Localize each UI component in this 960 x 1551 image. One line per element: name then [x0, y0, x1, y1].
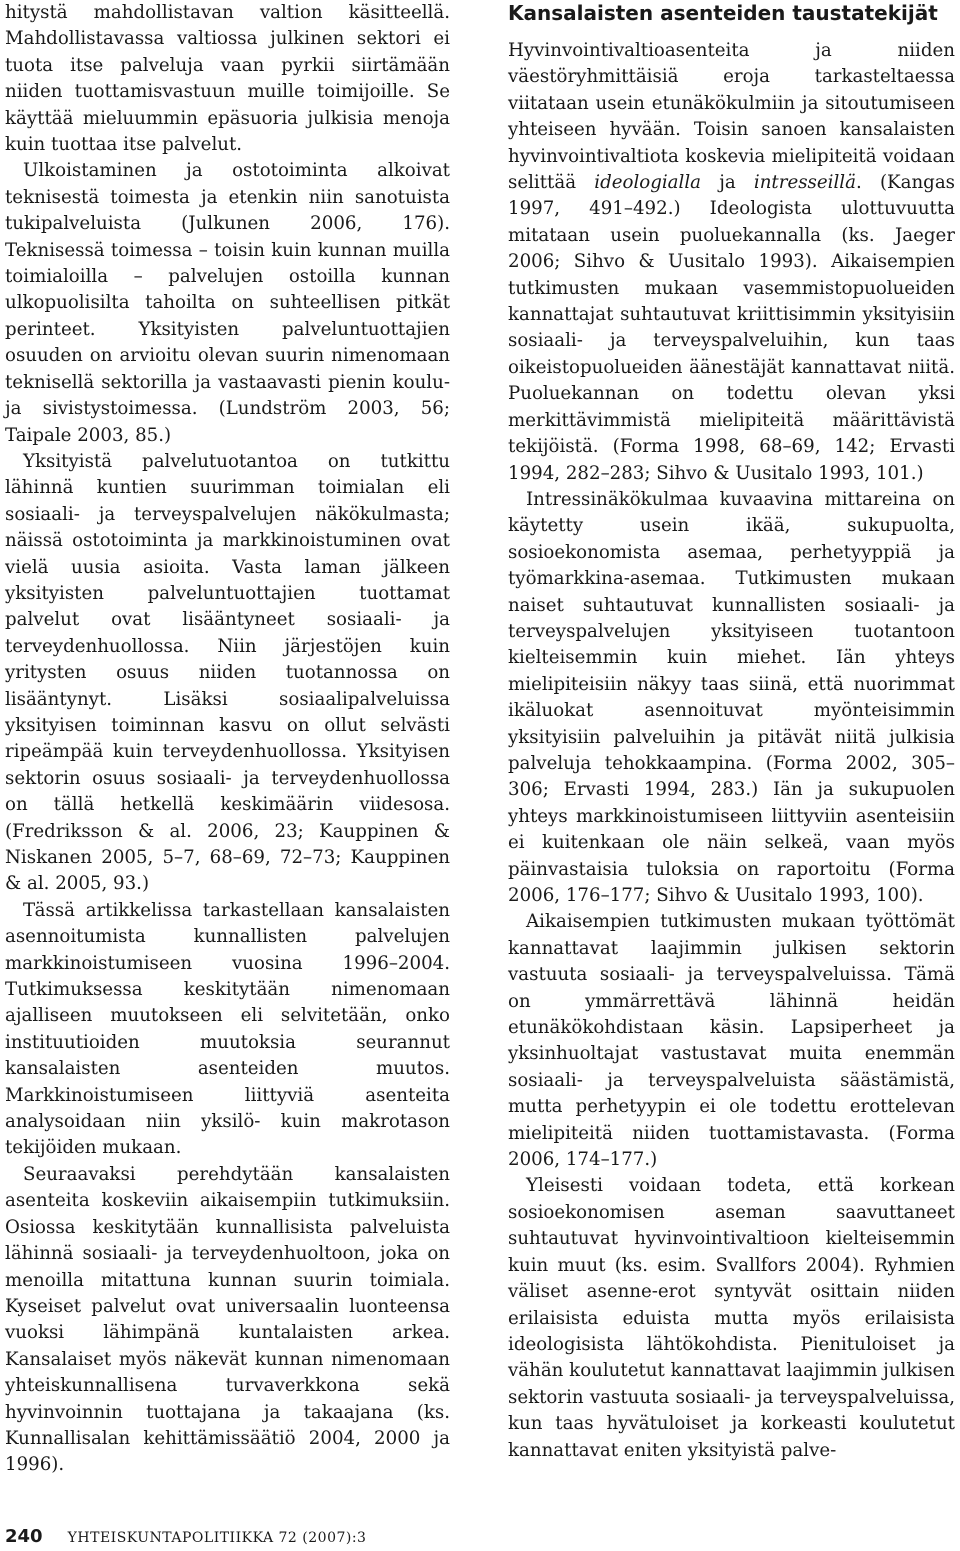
page-number: 240: [5, 1526, 43, 1547]
journal-name: YHTEISKUNTAPOLITIIKKA 72 (2007):3: [67, 1530, 367, 1546]
emphasis-intresseilla: intresseillä: [753, 172, 856, 194]
page-footer: [5, 1526, 366, 1547]
left-paragraph-4: Tässä artikkelissa tarkastellaan kansalaisten asennoitumista kunnallisten palvelujen markkinoistumiseen vuosina 1996–2004. Tutkimuksessa keskitytään nimenomaan ajalliseen muutokseen eli selvitetään, onko instituutioiden muutoksia seurannut kansalaisten asenteiden muutos. Markkinoistumiseen liittyviä asenteita analysoidaan niin yksilö- kuin makrotason tekijöiden mukaan.: [5, 899, 450, 1159]
right-paragraph-1: [508, 38, 955, 487]
right-paragraph-1-text-c: . (Kangas 1997, 491–492.) Ideologista ulottuvuutta mitataan usein puoluekannalla (ks. Jaeger 2006; Sihvo & Uusitalo 1993). Aikaisempien tutkimusten mukaan vasemmistopuolueiden kannattajat suhtautuvat kriittisimmin yksityisiin sosiaali- ja terveyspalveluihin, kun taas oikeistopuolueiden äänestäjät kannattavat niitä. Puoluekannan on todettu olevan yksi merkittävimmistä mielipiteitä määrittävistä tekijöistä. (Forma 1998, 68–69, 142; Ervasti 1994, 282–283; Sihvo & Uusitalo 1993, 101.): [508, 172, 955, 484]
right-paragraph-1-text-b: ja: [700, 172, 754, 194]
right-column: [508, 0, 955, 1464]
right-paragraph-1-text-a: Hyvinvointivaltioasenteita ja niiden väestöryhmittäisiä eroja tarkasteltaessa viitataan usein etunäkökulmiin ja sitoutumiseen yhteiseen hyvään. Toisin sanoen kansalaisten hyvinvointivaltiota koskevia mielipiteitä voidaan selittää: [508, 40, 955, 194]
right-paragraph-2: Intressinäkökulmaa kuvaavina mittareina on käytetty usein ikää, sukupuolta, sosioekonomista asemaa, perhetyyppiä ja työmarkkina-asemaa. Tutkimusten mukaan naiset suhtautuvat kunnallisten sosiaali- ja terveyspalvelujen yksityiseen tuotantoon kielteisemmin kuin miehet. Iän yhteys mielipiteisiin näkyy taas siinä, että nuorimmat ikäluokat asennoituvat myönteisimmin yksityisiin palveluihin ja pitävät niitä julkisia palveluja tehokkaampina. (Forma 2002, 305–306; Ervasti 1994, 283.) Iän ja sukupuolen yhteys markkinoistumiseen liittyviin asenteisiin ei kuitenkaan ole näin selkeä, vaan myös päinvastaisia tuloksia on raportoitu (Forma 2006, 176–177; Sihvo & Uusitalo 1993, 100).: [508, 488, 955, 906]
right-paragraph-3: Aikaisempien tutkimusten mukaan työttömät kannattavat laajimmin julkisen sektorin vastuuta sosiaali- ja terveyspalveluissa. Tämä on ymmärrettävä lähinnä heidän etunäkökohdistaan käsin. Lapsiperheet ja yksinhuoltajat vastustavat muita enemmän sosiaali- ja terveyspalveluista säästämistä, mutta perhetyypin ei ole todettu erottelevan mielipiteitä niiden tuottamistavasta. (Forma 2006, 174–177.): [508, 911, 955, 1171]
left-paragraph-2: Ulkoistaminen ja ostotoiminta alkoivat teknisestä toimesta ja etenkin niin sanotuista tukipalveluista (Julkunen 2006, 176). Teknisessä toimessa – toisin kuin kunnan muilla toimialoilla – palvelujen ostoilla kunnan ulkopuolisilta tahoilta on suhteellisen pitkät perinteet. Yksityisten palveluntuottajien osuuden on arvioitu olevan suurin nimenomaan teknisellä sektorilla ja vastaavasti pienin koulu- ja sivistystoimessa. (Lundström 2003, 56; Taipale 2003, 85.): [5, 160, 450, 446]
right-paragraph-4: Yleisesti voidaan todeta, että korkean sosioekonomisen aseman saavuttaneet suhtautuvat hyvinvointivaltioon kielteisemmin kuin muut (ks. esim. Svallfors 2004). Ryhmien väliset asenne-erot syntyvät osittain niiden erilaisista eduista mutta myös erilaisista ideologisista lähtökohdista. Pienituloiset ja vähän koulutetut kannattavat laajimmin julkisen sektorin vastuuta sosiaali- ja terveyspalveluissa, kun taas hyvätuloiset ja korkeasti koulutetut kannattavat eniten yksityistä palve-: [508, 1175, 955, 1461]
left-paragraph-3: Yksityistä palvelutuotantoa on tutkittu lähinnä kuntien suurimman toimialan eli sosiaali- ja terveyspalvelujen näkökulmasta; näissä ostotoiminta ja markkinoistuminen ovat vielä uusia asioita. Vasta laman jälkeen yksityisten palveluntuottajien tuottamat palvelut ovat lisääntyneet sosiaali- ja terveydenhuollossa. Niin järjestöjen kuin yritysten osuus niiden tuotannossa on lisääntynyt. Lisäksi sosiaalipalveluissa yksityisen toiminnan kasvu on ollut selvästi ripeämpää kuin terveydenhuollossa. Yksityisen sektorin osuus sosiaali- ja terveydenhuollossa on tällä hetkellä keskimäärin viidesosa. (Fredriksson & al. 2006, 23; Kauppinen & Niskanen 2005, 5–7, 68–69, 72–73; Kauppinen & al. 2005, 93.): [5, 450, 450, 895]
section-heading: Kansalaisten asenteiden taustatekijät: [508, 1, 938, 25]
left-paragraph-5: Seuraavaksi perehdytään kansalaisten asenteita koskeviin aikaisempiin tutkimuksiin. Osiossa keskitytään kunnallisista palveluista lähinnä sosiaali- ja terveydenhuoltoon, joka on menoilla mitattuna kunnan suurin toimiala. Kyseiset palvelut ovat universaalin luonteensa vuoksi lähimpänä kuntalaisten arkea. Kansalaiset myös näkevät kunnan nimenomaan yhteiskunnallisena turvaverkkona sekä hyvinvoinnin tuottajana ja takaajana (ks. Kunnallisalan kehittämissäätiö 2004, 2000 ja 1996).: [5, 1163, 450, 1476]
left-paragraph-1: hitystä mahdollistavan valtion käsitteellä. Mahdollistavassa valtiossa julkinen sektori ei tuota itse palveluja vaan pyrkii siirtämään niiden tuottamisvastuun muille toimijoille. Se käyttää mieluummin epäsuoria julkisia menoja kuin tuottaa itse palvelut.: [5, 2, 450, 156]
left-column: [5, 0, 450, 1479]
emphasis-ideologialla: ideologialla: [594, 172, 701, 194]
